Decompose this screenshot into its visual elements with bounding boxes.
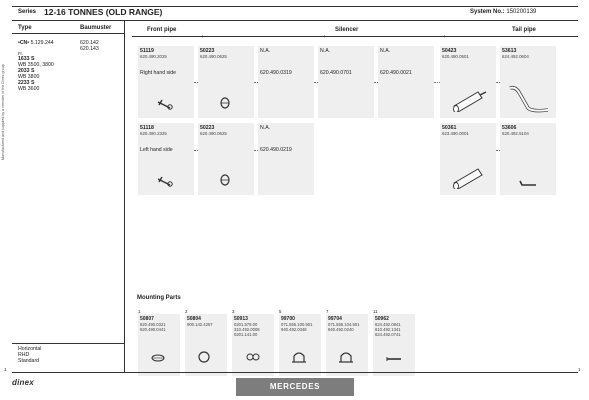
connector bbox=[496, 150, 500, 151]
header-rule bbox=[12, 20, 578, 21]
part-card[interactable] bbox=[258, 46, 314, 118]
part-number: 51119 bbox=[140, 48, 154, 54]
part-card[interactable] bbox=[198, 46, 254, 118]
mounting-part-ref: 900.142.4257 bbox=[187, 322, 213, 327]
page-number-right: 1 bbox=[578, 367, 581, 372]
baumuster-label: Baumuster bbox=[80, 25, 112, 31]
mounting-part-index: 2 bbox=[185, 309, 188, 314]
part-ref: 620.490.0501 bbox=[442, 54, 469, 59]
part-number: 50361 bbox=[442, 125, 457, 131]
gasket-icon bbox=[218, 96, 232, 110]
series-value: 12-16 TONNES (OLD RANGE) bbox=[44, 7, 163, 17]
orientation-item: Standard bbox=[18, 358, 40, 364]
system-number bbox=[470, 9, 536, 15]
mounting-part-number: 99704 bbox=[328, 316, 342, 322]
dinex-logo: dinex bbox=[12, 378, 34, 387]
connector bbox=[314, 82, 318, 83]
fr-prefix: Fr. bbox=[18, 51, 23, 56]
connector bbox=[496, 82, 500, 83]
tail-pipe-icon bbox=[518, 177, 538, 187]
mounting-part-ref: 071.555.100.501 940.492.0348 bbox=[281, 322, 313, 332]
mounting-parts-title: Mounting Parts bbox=[137, 295, 181, 301]
mounting-part-index: 1 bbox=[138, 309, 141, 314]
cn-value: 5.129.244 bbox=[30, 40, 54, 46]
mounting-part-card bbox=[138, 314, 180, 376]
system-label: System No.: bbox=[470, 9, 505, 15]
side-label: Left hand side bbox=[140, 147, 173, 153]
part-number: 50223 bbox=[200, 125, 215, 131]
mounting-part-index: 3 bbox=[232, 309, 235, 314]
model-list bbox=[18, 56, 54, 92]
part-card[interactable] bbox=[258, 123, 314, 195]
part-card[interactable] bbox=[440, 123, 496, 195]
part-ref: 624.492.0604 bbox=[502, 54, 529, 59]
tail-pipe-heading: Tail pipe bbox=[512, 27, 536, 33]
side-note-strip bbox=[1, 40, 9, 160]
type-label: Type bbox=[18, 25, 32, 31]
part-ref: 623.490.0001 bbox=[442, 131, 469, 136]
side-label: Right hand side bbox=[140, 70, 177, 76]
mounting-part-number: 50807 bbox=[140, 316, 154, 322]
silencer-heading: Silencer bbox=[335, 27, 359, 33]
silencer-icon bbox=[448, 86, 490, 112]
connector bbox=[194, 150, 198, 151]
mounting-part-index: 5 bbox=[279, 309, 282, 314]
cn-label: •CN• bbox=[18, 40, 30, 46]
part-ref: 620.490.0701 bbox=[320, 70, 352, 76]
model-item: WB 3800 bbox=[18, 74, 40, 80]
orientation-rule bbox=[12, 343, 124, 344]
part-card[interactable] bbox=[318, 46, 374, 118]
part-number: 50223 bbox=[200, 48, 215, 54]
connector bbox=[194, 82, 198, 83]
part-card[interactable] bbox=[500, 123, 556, 195]
bracket-icon bbox=[244, 350, 262, 368]
connector bbox=[254, 150, 258, 151]
part-number: N.A. bbox=[380, 48, 391, 54]
series-label: Series bbox=[18, 9, 37, 15]
part-card[interactable] bbox=[440, 46, 496, 118]
model-item: WB 3600 bbox=[18, 86, 40, 92]
part-ref: 620.490.0021 bbox=[380, 70, 412, 76]
baumuster-item: 620.142 bbox=[80, 40, 99, 46]
part-ref: 620.490.0625 bbox=[200, 54, 227, 59]
model-item: 1633 S bbox=[18, 56, 35, 62]
part-ref: 620.490.0219 bbox=[260, 147, 292, 153]
model-item: WB 3500, 3800 bbox=[18, 62, 54, 68]
mounting-part-ref: 624.492.0841 610.492.1341 624.492.0741 bbox=[375, 322, 401, 337]
orientation-item: RHD bbox=[18, 352, 30, 358]
left-header-rule bbox=[12, 33, 124, 34]
mounting-part-ref: 0201.578.00 310.492.0008 0201.141.00 bbox=[234, 322, 260, 337]
system-value: 150200139 bbox=[506, 9, 537, 15]
u-clamp-icon bbox=[291, 350, 307, 369]
bolt-icon bbox=[385, 350, 403, 368]
mounting-part-index: 7 bbox=[326, 309, 329, 314]
brand-name: MERCEDES bbox=[269, 382, 321, 391]
part-number: N.A. bbox=[260, 48, 271, 54]
part-number: 51118 bbox=[140, 125, 154, 131]
mounting-part-number: 50913 bbox=[234, 316, 248, 322]
mounting-part-ref: 620.490.0321 620.490.0441 bbox=[140, 322, 166, 332]
mounting-part-number: 50962 bbox=[375, 316, 389, 322]
part-ref: 620.490.0625 bbox=[200, 131, 227, 136]
orientation-item: Horizontal bbox=[18, 346, 42, 352]
gasket-icon bbox=[218, 173, 232, 187]
orientation-list bbox=[18, 346, 41, 364]
mounting-part-number: 50804 bbox=[187, 316, 201, 322]
mounting-part-card bbox=[279, 314, 321, 376]
part-card[interactable] bbox=[198, 123, 254, 195]
model-item: 2033 S bbox=[18, 68, 35, 74]
clamp-icon bbox=[150, 350, 166, 368]
part-number: 53606 bbox=[502, 125, 517, 131]
brand-banner bbox=[236, 378, 354, 396]
rule-tick: + bbox=[443, 34, 446, 40]
part-card[interactable] bbox=[500, 46, 556, 118]
part-ref: 620.490.2325 bbox=[140, 131, 167, 136]
footer-rule bbox=[12, 372, 578, 373]
part-ref: 620.490.0319 bbox=[260, 70, 292, 76]
front-pipe-icon bbox=[156, 175, 174, 187]
part-card[interactable] bbox=[138, 46, 194, 118]
part-number: 53613 bbox=[502, 48, 517, 54]
connector bbox=[254, 82, 258, 83]
part-ref: 620.492.5104 bbox=[502, 131, 529, 136]
front-pipe-icon bbox=[156, 98, 174, 110]
part-number: 50423 bbox=[442, 48, 457, 54]
rule-tick: + bbox=[323, 34, 326, 40]
side-note: Manufactured and supplied by a member of the Dinex group bbox=[1, 64, 5, 160]
silencer-icon bbox=[448, 163, 490, 189]
part-number: N.A. bbox=[320, 48, 331, 54]
u-clamp-icon bbox=[338, 350, 354, 369]
cn-line bbox=[18, 40, 54, 46]
part-number: N.A. bbox=[260, 125, 271, 131]
connector bbox=[434, 82, 440, 83]
part-card[interactable] bbox=[378, 46, 434, 118]
part-card[interactable] bbox=[138, 123, 194, 195]
connector bbox=[374, 82, 378, 83]
mounting-part-card bbox=[373, 314, 415, 376]
section-rule bbox=[132, 36, 578, 37]
ring-icon bbox=[197, 350, 211, 369]
rule-tick: + bbox=[201, 34, 204, 40]
baumuster-list bbox=[80, 40, 99, 52]
mounting-part-number: 99700 bbox=[281, 316, 295, 322]
page-number-left: 1 bbox=[4, 367, 7, 372]
baumuster-item: 620.143 bbox=[80, 46, 99, 52]
mounting-part-card bbox=[326, 314, 368, 376]
front-pipe-heading: Front pipe bbox=[147, 27, 177, 33]
mounting-part-ref: 071.555.104.501 940.492.0240 bbox=[328, 322, 360, 332]
mounting-part-index: 11 bbox=[373, 309, 378, 314]
mounting-part-card bbox=[185, 314, 227, 376]
mounting-part-card bbox=[232, 314, 274, 376]
left-column-divider bbox=[124, 20, 125, 372]
model-item: 2233 S bbox=[18, 80, 35, 86]
tail-pipe-icon bbox=[506, 84, 552, 114]
part-ref: 620.490.2025 bbox=[140, 54, 167, 59]
